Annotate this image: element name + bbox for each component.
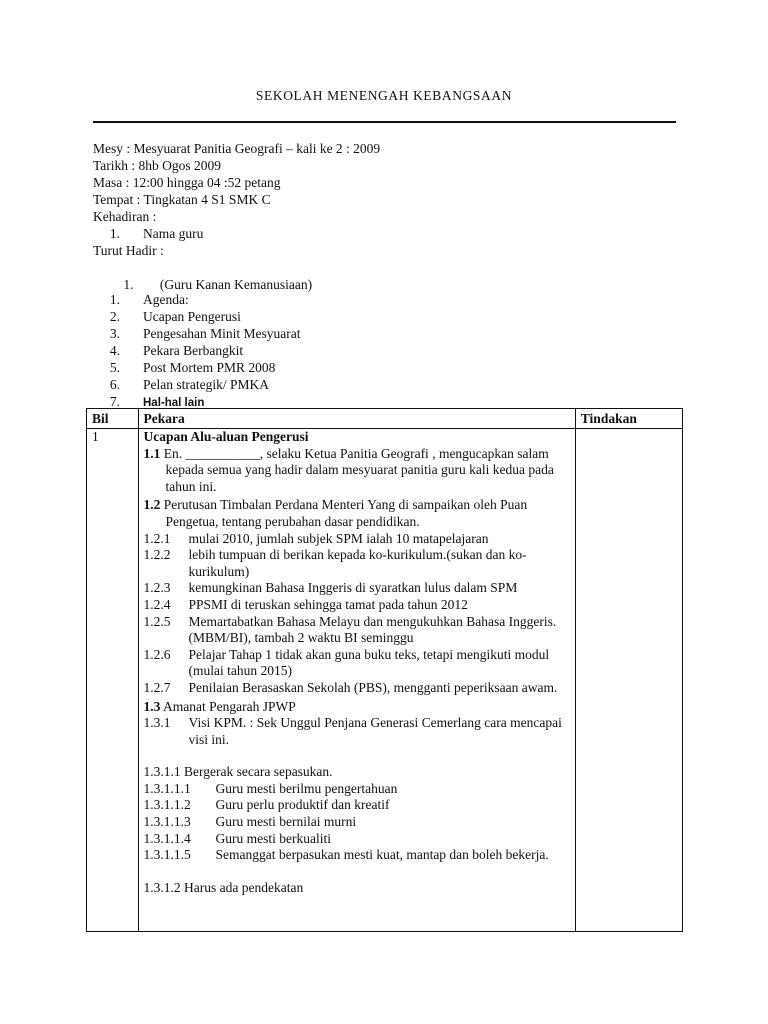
list-item: 1.2.6 Pelajar Tahap 1 tidak akan guna buku teks, tetapi mengikuti modul (mulai tahun 2015) [143,646,550,679]
table-header-row [87,409,683,429]
agenda-item: 7. Hal-hal lain [109,394,205,409]
meeting-details [93,140,683,410]
paragraph-1-3: 1.3 Amanat Pengarah JPWP [143,698,296,714]
header-bil: Bil [87,409,139,429]
also-present-label: Turut Hadir : [93,243,164,258]
table-row [87,429,683,932]
header-tindakan: Tindakan [575,409,682,429]
row-action [575,429,682,932]
list-item: 1.3.1.1.3 Guru mesti bernilai murni [143,814,357,830]
list-item: 1.3.1.1.1 Guru mesti berilmu pengertahuan [143,780,398,796]
list-item: 1.2.1 mulai 2010, jumlah subjek SPM ialah 10 matapelajaran [143,530,489,546]
paragraph-1-1: 1.1 En. ___________, selaku Ketua Panitia Geografi , mengucapkan salam kepada semua yang hadir dalam mesyuarat panitia guru kali kedua pada tahun ini. [143,445,554,494]
agenda-item: 2. Ucapan Pengerusi [109,309,241,324]
agenda-item: 1. Agenda: [109,292,189,307]
meeting-title: Mesy : Mesyuarat Panitia Geografi – kali ke 2 : 2009 [93,141,381,156]
agenda-item: 5. Post Mortem PMR 2008 [109,360,276,375]
minutes-table [86,408,683,932]
also-present-item: 1. (Guru Kanan Kemanusiaan) [123,277,313,292]
meeting-date: Tarikh : 8hb Ogos 2009 [93,158,222,173]
list-item: 1.2.5 Memartabatkan Bahasa Melayu dan mengukuhkan Bahasa Inggeris. (MBM/BI), tambah 2 waktu BI seminggu [143,613,557,646]
list-item: 1.3.1.1.5 Semanggat berpasukan mesti kuat, mantap dan boleh bekerja. [143,847,549,863]
list-item: 1.3.1.1.4 Guru mesti berkualiti [143,830,331,846]
paragraph-1-2: 1.2 Perutusan Timbalan Perdana Menteri Yang di sampaikan oleh Puan Pengetua, tentang perubahan dasar pendidikan. [143,497,528,529]
school-heading: SEKOLAH MENENGAH KEBANGSAAN [255,88,513,103]
subsection-1-3-1-1: 1.3.1.1 Bergerak secara sepasukan. [143,764,333,780]
list-item: 1.2.3 kemungkinan Bahasa Inggeris di syaratkan lulus dalam SPM [143,580,518,596]
row-number: 1 [87,429,139,932]
meeting-venue: Tempat : Tingkatan 4 S1 SMK C [93,192,271,207]
agenda-item: 3. Pengesahan Minit Mesyuarat [109,326,301,341]
heading-rule [93,121,676,123]
header-pekara: Pekara [138,409,575,429]
list-item: 1.2.2 lebih tumpuan di berikan kepada ko-kurikulum.(sukan dan ko-kurikulum) [143,547,527,579]
attendance-label: Kehadiran : [93,209,157,224]
list-item: 1.3.1 Visi KPM. : Sek Unggul Penjana Generasi Cemerlang cara mencapai visi ini. [143,715,562,747]
list-item: 1.2.7 Penilaian Berasaskan Sekolah (PBS), mengganti peperiksaan awam. [143,679,558,695]
meeting-time: Masa : 12:00 hingga 04 :52 petang [93,175,281,190]
row-content [138,429,575,932]
list-item: 1.3.1.1.2 Guru perlu produktif dan kreatif [143,797,390,813]
subsection-1-3-1-2: 1.3.1.2 Harus ada pendekatan [143,879,304,895]
section-title: Ucapan Alu-aluan Pengerusi [143,429,309,444]
agenda-item: 4. Pekara Berbangkit [109,343,244,358]
agenda-item: 6. Pelan strategik/ PMKA [109,377,269,392]
list-item: 1.2.4 PPSMI di teruskan sehingga tamat pada tahun 2012 [143,596,468,612]
attendance-item: 1. Nama guru [109,226,204,241]
